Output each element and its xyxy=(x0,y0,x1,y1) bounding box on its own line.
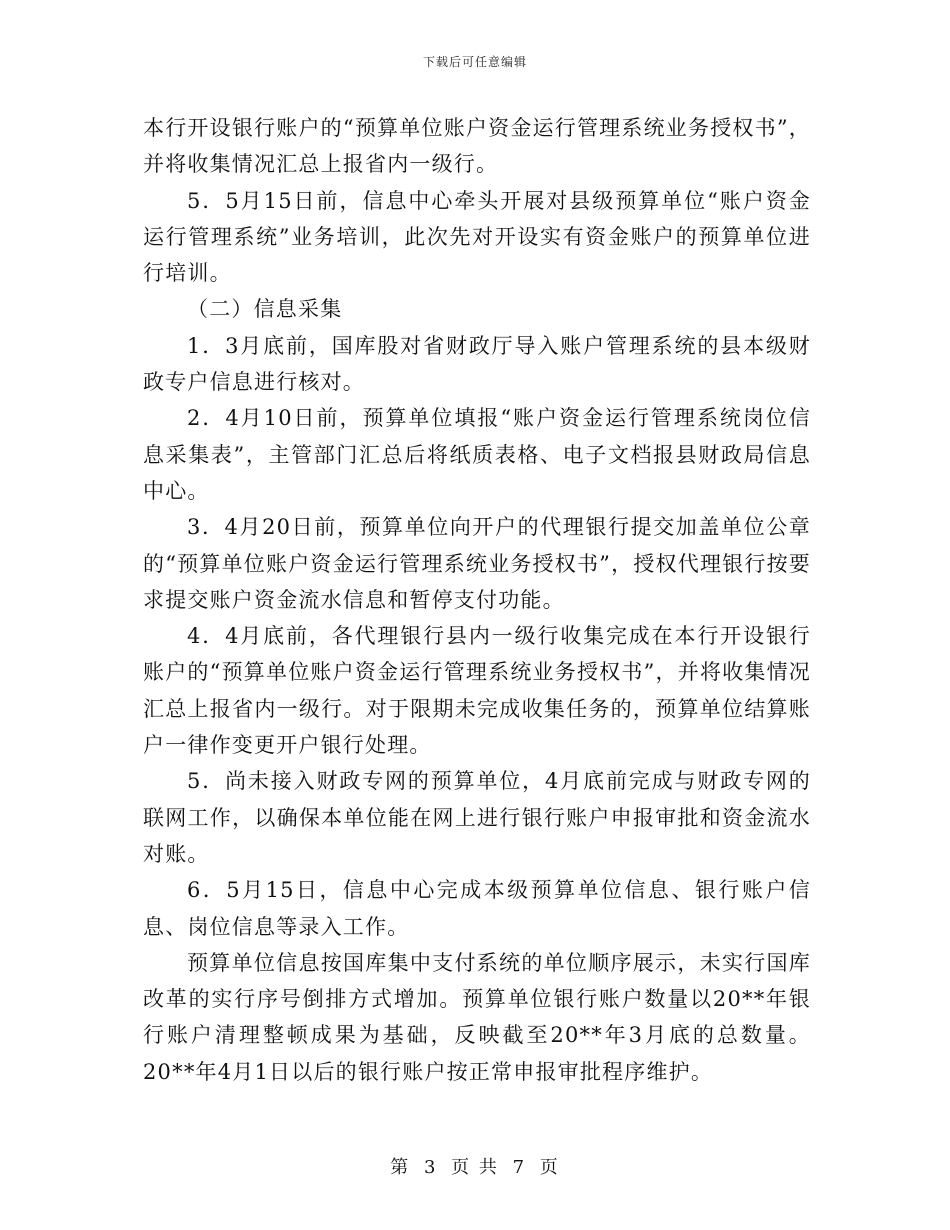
paragraph-7: 5．尚未接入财政专网的预算单位，4月底前完成与财政专网的联网工作，以确保本单位能在网上进行银行账户申报审批和资金流水对账。 xyxy=(143,769,811,866)
footer-middle: 页 共 xyxy=(451,1157,499,1178)
page-footer xyxy=(0,1153,950,1179)
paragraph-1: 本行开设银行账户的“预算单位账户资金运行管理系统业务授权书”，并将收集情况汇总上报省内一级行。 xyxy=(143,116,811,177)
section-heading: （二）信息采集 xyxy=(187,297,343,322)
paragraph-6: 4．4月底前，各代理银行县内一级行收集完成在本行开设银行账户的“预算单位账户资金运行管理系统业务授权书”，并将收集情况汇总上报省内一级行。对于限期未完成收集任务的，预算单位结算账户一律作变更开户银行处理。 xyxy=(143,624,811,758)
paragraph-8: 6．5月15日，信息中心完成本级预算单位信息、银行账户信息、岗位信息等录入工作。 xyxy=(143,878,811,939)
paragraph-4: 2．4月10日前，预算单位填报“账户资金运行管理系统岗位信息采集表”，主管部门汇总后将纸质表格、电子文档报县财政局信息中心。 xyxy=(143,406,811,503)
document-body xyxy=(143,110,811,1090)
footer-suffix: 页 xyxy=(539,1157,560,1178)
footer-page-number: 3 xyxy=(423,1157,438,1178)
footer-total-pages: 7 xyxy=(512,1157,527,1178)
page-header: 下载后可任意编辑 xyxy=(422,55,527,69)
footer-prefix: 第 xyxy=(390,1157,411,1178)
paragraph-2: 5．5月15日前，信息中心牵头开展对县级预算单位“账户资金运行管理系统”业务培训，此次先对开设实有资金账户的预算单位进行培训。 xyxy=(143,188,811,286)
paragraph-3: 1．3月底前，国库股对省财政厅导入账户管理系统的县本级财政专户信息进行核对。 xyxy=(143,333,811,395)
paragraph-5: 3．4月20日前，预算单位向开户的代理银行提交加盖单位公章的“预算单位账户资金运行管理系统业务授权书”，授权代理银行按要求提交账户资金流水信息和暂停支付功能。 xyxy=(143,515,811,612)
paragraph-9: 预算单位信息按国库集中支付系统的单位顺序展示，未实行国库改革的实行序号倒排方式增加。预算单位银行账户数量以20**年银行账户清理整顿成果为基础，反映截至20**年3月底的总数量。20**年4月1日以后的银行账户按正常申报审批程序维护。 xyxy=(143,950,811,1084)
